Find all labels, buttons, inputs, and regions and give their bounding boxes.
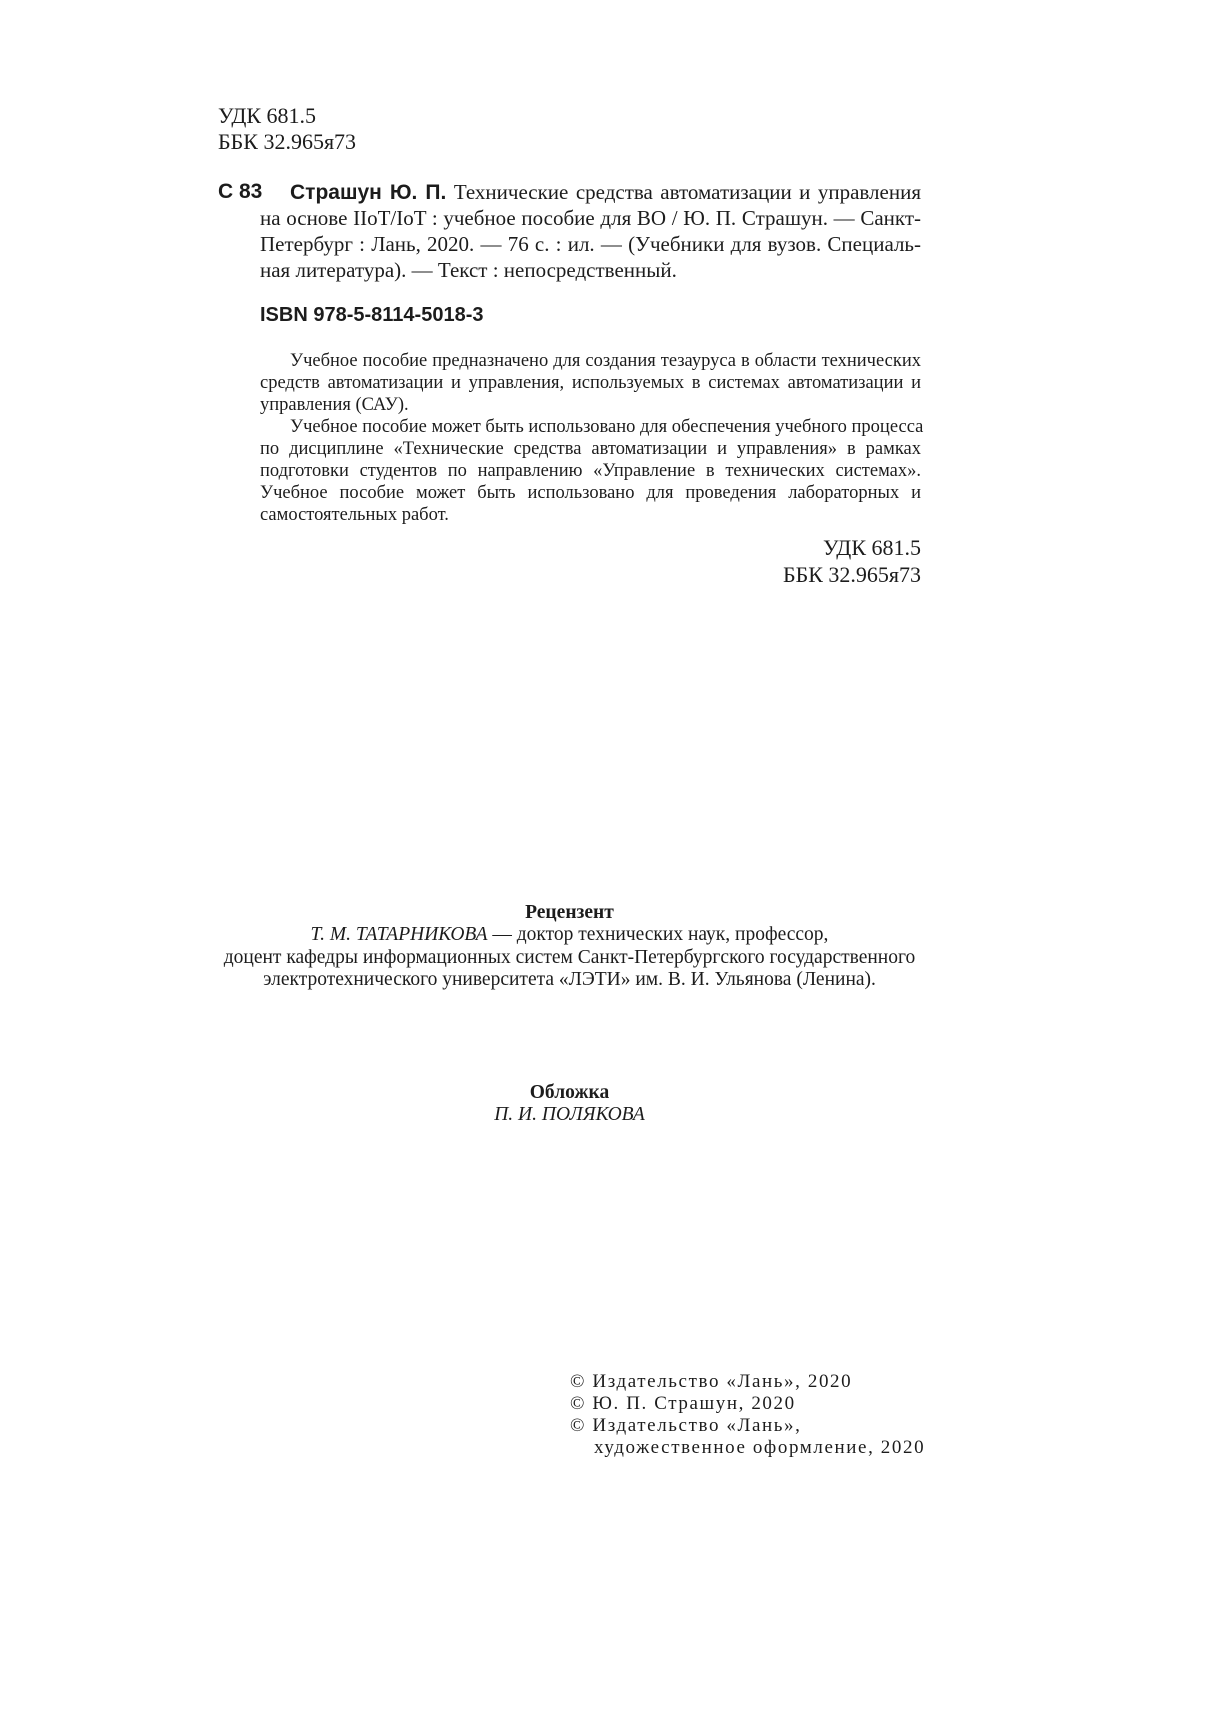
udk-code-right: УДК 681.5 [822, 535, 921, 560]
author-mark: С 83 [218, 180, 263, 203]
reviewer-heading: Рецензент [525, 902, 614, 923]
abstract-line: подготовки студентов по направлению «Управление в технических системах». [260, 461, 921, 481]
abstract-line: Учебное пособие может быть использовано для проведения лабораторных и [260, 483, 921, 503]
citation-line-2: на основе IIoT/IoT : учебное пособие для ВО / Ю. П. Страшун. — Санкт- [260, 206, 921, 230]
reviewer-line-1 [218, 924, 921, 946]
isbn: ISBN 978-5-8114-5018-3 [260, 304, 484, 326]
udk-code: УДК 681.5 [218, 103, 317, 128]
abstract-line: Учебное пособие предназначено для создания тезауруса в области технических [290, 351, 921, 371]
copyright-line: © Издательство «Лань», [570, 1415, 802, 1436]
abstract-line: по дисциплине «Технические средства автоматизации и управления» в рамках [260, 439, 921, 459]
cover-heading: Обложка [529, 1082, 610, 1103]
cover-designer: П. И. ПОЛЯКОВА [494, 1104, 645, 1125]
copyright-line: © Издательство «Лань», 2020 [570, 1371, 853, 1392]
abstract-line: Учебное пособие может быть использовано для обеспечения учебного процесса [290, 417, 924, 437]
reviewer-name: Т. М. ТАТАРНИКОВА [310, 924, 488, 945]
bbk-code-right: ББК 32.965я73 [782, 562, 921, 587]
bbk-code: ББК 32.965я73 [218, 129, 357, 154]
copyright-line: художественное оформление, 2020 [594, 1437, 926, 1458]
abstract-line: средств автоматизации и управления, используемых в системах автоматизации и [260, 373, 921, 393]
abstract-line: управления (САУ). [260, 395, 409, 415]
reviewer-line-2: доцент кафедры информационных систем Санкт-Петербургского государственного [223, 947, 916, 968]
citation-line-1 [290, 179, 921, 206]
citation-author: Страшун Ю. П. [290, 181, 447, 204]
copyright-line: © Ю. П. Страшун, 2020 [570, 1393, 796, 1414]
reviewer-line-3: электротехнического университета «ЛЭТИ» им. В. И. Ульянова (Ленина). [263, 969, 876, 990]
citation-line-3: Петербург : Лань, 2020. — 76 с. : ил. — (Учебники для вузов. Специаль- [260, 232, 921, 256]
abstract-line: самостоятельных работ. [260, 505, 449, 525]
citation-line-4: ная литература). — Текст : непосредственный. [260, 258, 677, 282]
reviewer-credentials: — доктор технических наук, профессор, [492, 924, 829, 945]
citation-title: Технические средства автоматизации и управления [453, 180, 921, 204]
